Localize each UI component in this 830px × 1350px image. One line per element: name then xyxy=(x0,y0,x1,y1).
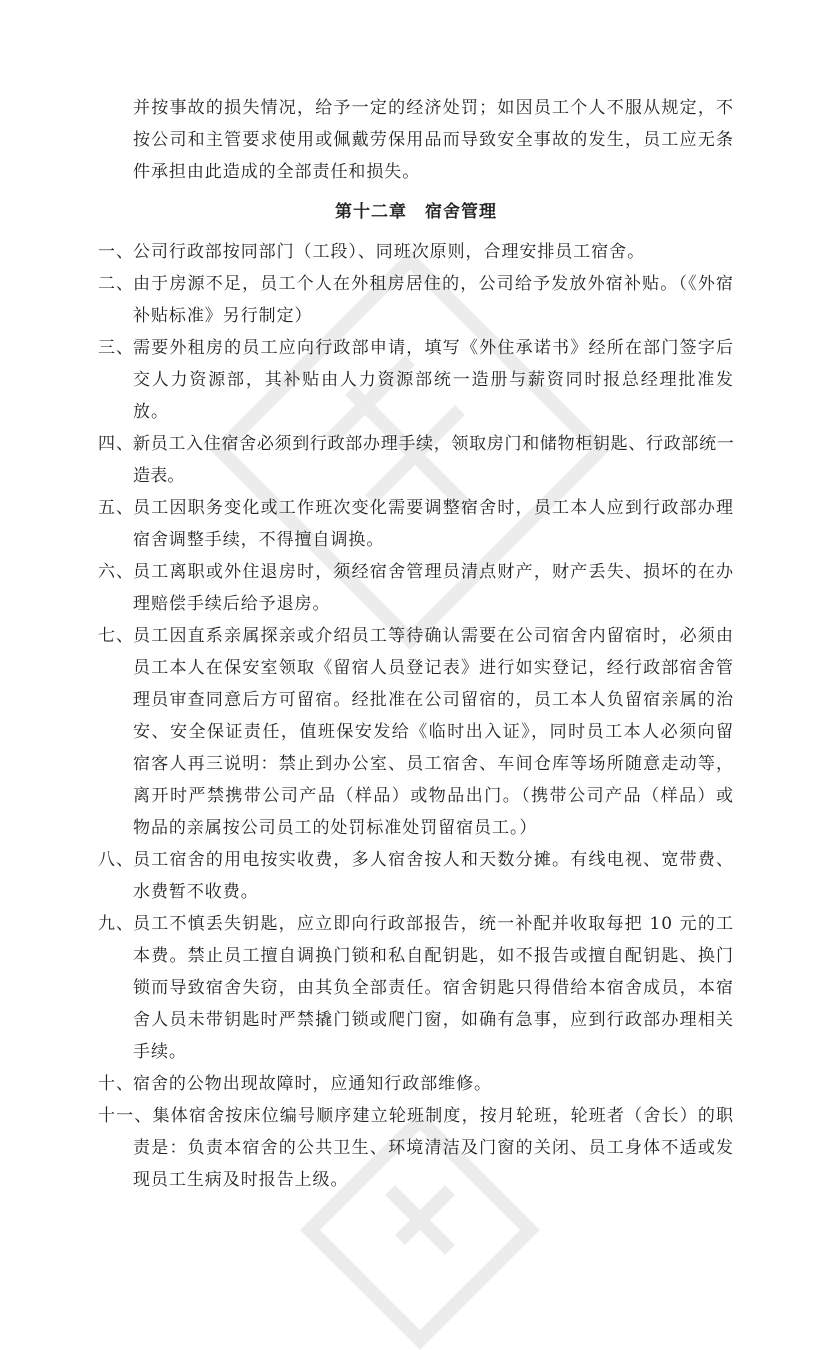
item-number: 八、 xyxy=(98,850,134,870)
document-body xyxy=(98,92,734,1196)
item-number: 三、 xyxy=(98,338,134,358)
item-text: 员工宿舍的用电按实收费，多人宿舍按人和天数分摊。有线电视、宽带费、水费暂不收费。 xyxy=(133,850,734,902)
item-text: 员工离职或外住退房时，须经宿舍管理员清点财产，财产丢失、损坏的在办理赔偿手续后给予退房。 xyxy=(133,562,734,614)
continuation-paragraph: 并按事故的损失情况，给予一定的经济处罚；如因员工个人不服从规定，不按公司和主管要求使用或佩戴劳保用品而导致安全事故的发生，员工应无条件承担由此造成的全部责任和损失。 xyxy=(133,98,734,182)
list-item xyxy=(98,332,734,428)
list-item xyxy=(98,1068,734,1100)
item-text: 员工不慎丢失钥匙，应立即向行政部报告，统一补配并收取每把 10 元的工本费。禁止员工擅自调换门锁和私自配钥匙，如不报告或擅自配钥匙、换门锁而导致宿舍失窃，由其负全部责任。宿舍钥匙只得借给本宿舍成员，本宿舍人员未带钥匙时严禁撬门锁或爬门窗，如确有急事，应到行政部办理相关手续。 xyxy=(133,914,734,1062)
item-number: 二、 xyxy=(98,274,134,294)
item-number: 七、 xyxy=(98,626,134,646)
list-item xyxy=(98,428,734,492)
item-number: 六、 xyxy=(98,562,134,582)
list-item xyxy=(98,844,734,908)
list-item xyxy=(98,1100,734,1196)
chapter-title: 第十二章 宿舍管理 xyxy=(335,202,497,222)
item-number: 十一、 xyxy=(98,1106,153,1126)
item-number: 九、 xyxy=(98,914,134,934)
item-text: 新员工入住宿舍必须到行政部办理手续，领取房门和储物柜钥匙、行政部统一造表。 xyxy=(133,434,734,486)
list-item xyxy=(98,268,734,332)
list-item xyxy=(98,556,734,620)
item-text: 公司行政部按同部门（工段）、同班次原则，合理安排员工宿舍。 xyxy=(133,242,646,262)
list-item xyxy=(98,236,734,268)
item-number: 一、 xyxy=(98,242,134,262)
item-text: 需要外租房的员工应向行政部申请，填写《外住承诺书》经所在部门签字后交人力资源部，其补贴由人力资源部统一造册与薪资同时报总经理批准发放。 xyxy=(133,338,734,422)
item-text: 宿舍的公物出现故障时，应通知行政部维修。 xyxy=(133,1074,492,1094)
item-text: 员工因直系亲属探亲或介绍员工等待确认需要在公司宿舍内留宿时，必须由员工本人在保安室领取《留宿人员登记表》进行如实登记，经行政部宿舍管理员审查同意后方可留宿。经批准在公司留宿的，员工本人负留宿亲属的治安、安全保证责任，值班保安发给《临时出入证》，同时员工本人必须向留宿客人再三说明：禁止到办公室、员工宿舍、车间仓库等场所随意走动等，离开时严禁携带公司产品（样品）或物品出门。（携带公司产品（样品）或物品的亲属按公司员工的处罚标准处罚留宿员工。） xyxy=(133,626,734,838)
item-number: 四、 xyxy=(98,434,134,454)
item-text: 集体宿舍按床位编号顺序建立轮班制度，按月轮班，轮班者（舍长）的职责是：负责本宿舍的公共卫生、环境清洁及门窗的关闭、员工身体不适或发现员工生病及时报告上级。 xyxy=(133,1106,734,1190)
list-item xyxy=(98,908,734,1068)
item-text: 员工因职务变化或工作班次变化需要调整宿舍时，员工本人应到行政部办理宿舍调整手续，不得擅自调换。 xyxy=(133,498,734,550)
list-item xyxy=(98,492,734,556)
item-number: 五、 xyxy=(98,498,134,518)
item-text: 由于房源不足，员工个人在外租房居住的，公司给予发放外宿补贴。（《外宿补贴标准》另行制定） xyxy=(133,274,734,326)
list-item xyxy=(98,620,734,844)
item-number: 十、 xyxy=(98,1074,134,1094)
